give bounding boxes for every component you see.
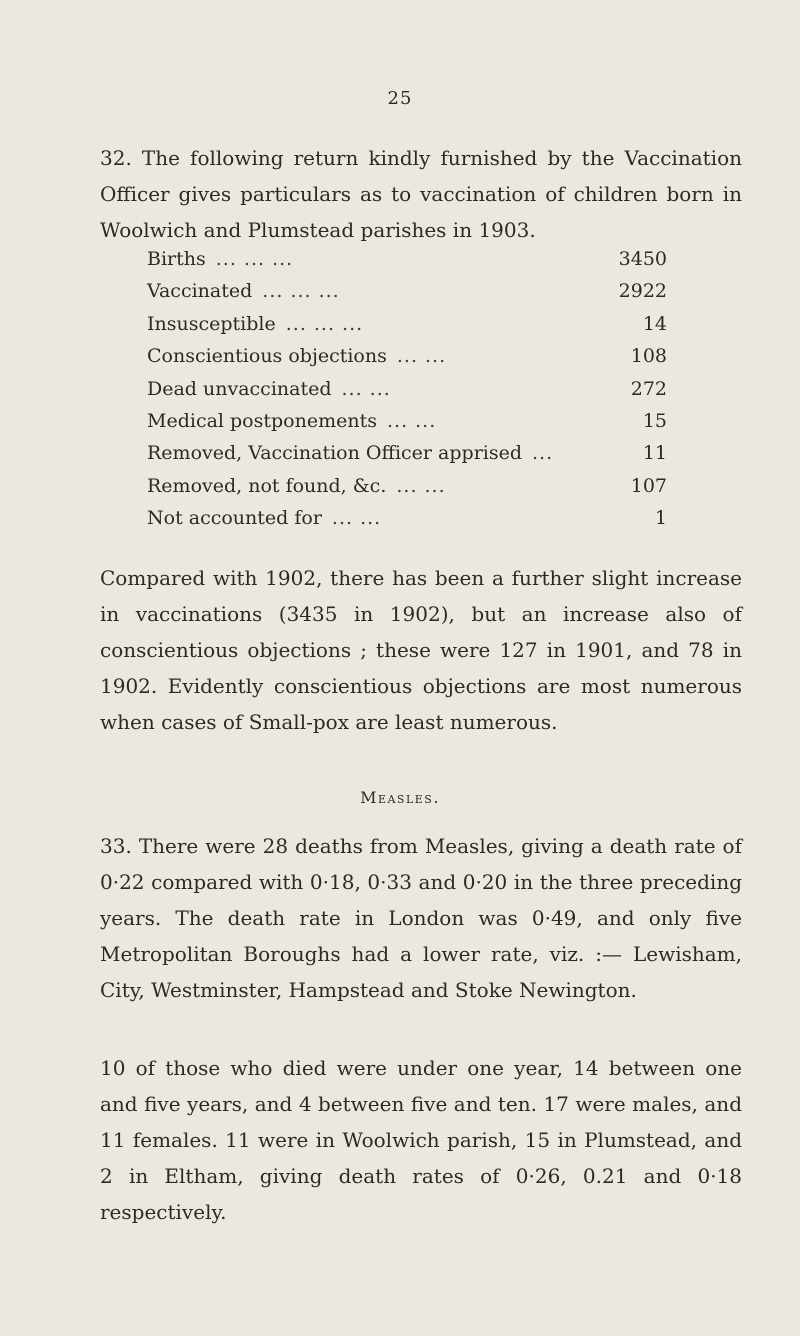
dot-leader: ... ...	[341, 377, 391, 400]
stats-label: Removed, Vaccination Officer apprised	[147, 442, 523, 465]
stats-value: 272	[630, 377, 667, 400]
dot-leader: ...	[532, 442, 554, 465]
stats-value: 2922	[618, 280, 667, 303]
stats-row-removed-apprised	[147, 442, 667, 474]
paragraph-measles-deaths: 33. There were 28 deaths from Measles, giving a death rate of 0·22 compared with 0·18, 0·33 and 0·20 in the three preceding years. The death rate in London was 0·49, and only five Metropolitan Boroughs had a lower rate, viz. :— Lewisham, City, Westminster, Hampstead and Stoke Newington.	[100, 834, 742, 1002]
paragraph-vaccination-intro: 32. The following return kindly furnished by the Vaccination Officer gives particulars as to vaccination of children born in Woolwich and Plumstead parishes in 1903.	[100, 146, 742, 242]
page-number: 25	[387, 88, 413, 109]
stats-row-not-accounted	[147, 507, 667, 539]
stats-value: 11	[642, 442, 667, 465]
dot-leader: ... ...	[331, 507, 382, 530]
stats-row-medical-postponements	[147, 410, 667, 442]
stats-value: 15	[642, 409, 667, 432]
stats-label: Dead unvaccinated	[147, 377, 332, 400]
stats-value: 1	[654, 507, 667, 530]
dot-leader: ... ...	[396, 474, 446, 497]
paragraph-vaccination-comparison: Compared with 1902, there has been a further slight increase in vaccinations (3435 in 1902), but an increase also of conscientious objections ; these were 127 in 1901, and 78 in 1902. Evidently conscientious objections are most numerous when cases of Small-pox are least numerous.	[100, 566, 742, 734]
dot-leader: ... ...	[386, 409, 437, 432]
stats-label: Births	[147, 248, 206, 270]
stats-label: Vaccinated	[147, 280, 253, 303]
dot-leader: ... ... ...	[262, 280, 340, 303]
stats-row-removed-not-found	[147, 475, 667, 507]
stats-value: 107	[630, 474, 667, 497]
paragraph-measles-breakdown: 10 of those who died were under one year, 14 between one and five years, and 4 between five and ten. 17 were males, and 11 females. 11 were in Woolwich parish, 15 in Plumstead, and 2 in Eltham, giving death rates of 0·26, 0.21 and 0·18 respectively.	[100, 1056, 742, 1224]
stats-row-conscientious-objections	[147, 345, 667, 377]
stats-value: 108	[630, 345, 667, 368]
stats-row-vaccinated	[147, 280, 667, 312]
stats-label: Insusceptible	[147, 312, 276, 335]
dot-leader: ... ... ...	[215, 248, 294, 270]
stats-label: Medical postponements	[147, 409, 377, 432]
stats-label: Conscientious objections	[147, 345, 387, 368]
stats-label: Removed, not found, &c.	[147, 474, 387, 497]
stats-value: 3450	[618, 248, 667, 270]
stats-row-births	[147, 248, 667, 280]
stats-row-dead-unvaccinated	[147, 378, 667, 410]
stats-label: Not accounted for	[147, 507, 322, 530]
section-heading-measles: Measles.	[360, 788, 440, 807]
vaccination-stats-table	[147, 248, 667, 540]
dot-leader: ... ...	[396, 345, 447, 368]
stats-row-insusceptible	[147, 313, 667, 345]
stats-value: 14	[642, 312, 667, 335]
dot-leader: ... ... ...	[285, 312, 364, 335]
